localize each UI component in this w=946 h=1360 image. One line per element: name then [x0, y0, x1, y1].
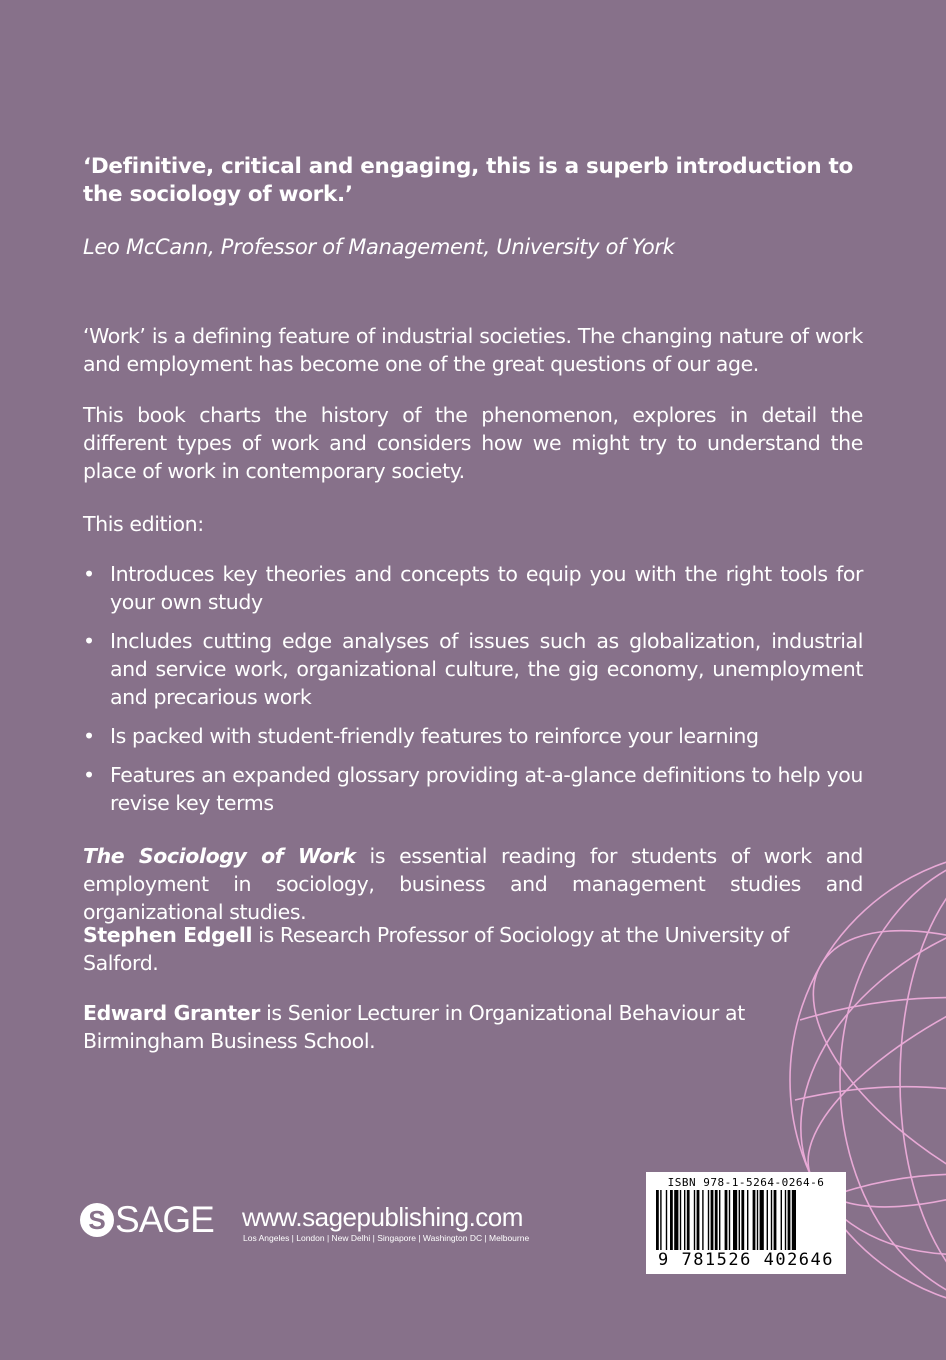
bullet-icon: • [83, 562, 95, 586]
barcode-bar [733, 1190, 737, 1250]
barcode-bar [702, 1190, 703, 1250]
isbn-digits: 9 781526 402646 [657, 1250, 835, 1270]
author-name: Edward Granter [83, 1001, 260, 1025]
barcode-bar [694, 1190, 695, 1250]
isbn-barcode-box [646, 1172, 846, 1274]
barcode-bar [674, 1190, 678, 1250]
barcode-bar [774, 1190, 777, 1250]
list-item: • Includes cutting edge analyses of issues such as globalization, industrial and service work, organizational culture, the gig economy, unemployment and precarious work [83, 629, 863, 709]
barcode-bar [741, 1190, 744, 1250]
barcode-icon [656, 1190, 836, 1250]
barcode-bar [666, 1190, 667, 1250]
barcode-bar [684, 1190, 685, 1250]
bullet-icon: • [83, 763, 95, 787]
barcode-bar [687, 1190, 690, 1250]
barcode-bar [747, 1190, 748, 1250]
isbn-label: ISBN 978-1-5264-0264-6 [667, 1176, 825, 1189]
barcode-bar [771, 1190, 772, 1250]
description-paragraph-1: ‘Work’ is a defining feature of industrial societies. The changing nature of work and employment has become one of the great questions of our age. [83, 324, 863, 376]
barcode-bar [708, 1190, 709, 1250]
author-bio-1: Stephen Edgell is Research Professor of Sociology at the University of Salford. [83, 923, 790, 975]
bullet-icon: • [83, 629, 95, 653]
barcode-bar [739, 1190, 740, 1250]
feature-list [83, 560, 863, 828]
barcode-bar [757, 1190, 758, 1250]
publisher-block [80, 1200, 550, 1250]
barcode-bar [781, 1190, 782, 1250]
book-title: The Sociology of Work [83, 844, 356, 868]
barcode-bar [670, 1190, 673, 1250]
list-item: • Is packed with student-friendly features to reinforce your learning [83, 724, 759, 748]
endorsement-quote: ‘Definitive, critical and engaging, this is a superb introduction to the sociology of work.’ [83, 154, 854, 207]
closing-paragraph: The Sociology of Work is essential reading for students of work and employment in sociology, business and management studies and organizational studies. [83, 844, 863, 924]
quote-attribution: Leo McCann, Professor of Management, University of York [83, 235, 675, 259]
author-name: Stephen Edgell [83, 923, 253, 947]
barcode-bar [767, 1190, 768, 1250]
barcode-bar [729, 1190, 730, 1250]
barcode-bar [711, 1190, 714, 1250]
barcode-bar [697, 1190, 700, 1250]
barcode-bar [719, 1190, 720, 1250]
barcode-bar [725, 1190, 728, 1250]
author-bio-2: Edward Granter is Senior Lecturer in Organizational Behaviour at Birmingham Business School. [83, 1001, 745, 1053]
sage-logo-icon: S [80, 1203, 114, 1237]
barcode-bar [715, 1190, 718, 1250]
list-item: • Introduces key theories and concepts to equip you with the right tools for your own study [83, 562, 863, 614]
barcode-bar [753, 1190, 756, 1250]
publisher-url[interactable]: www.sagepublishing.com [242, 1202, 523, 1232]
barcode-bar [785, 1190, 786, 1250]
barcode-bar [660, 1190, 661, 1250]
barcode-bar [788, 1190, 791, 1250]
sage-wordmark: SAGE [115, 1199, 214, 1240]
barcode-bar [792, 1190, 796, 1250]
barcode-bar [680, 1190, 681, 1250]
description-paragraph-2: This book charts the history of the phenomenon, explores in detail the different types of work and considers how we might try to understand the place of work in contemporary society. [83, 403, 863, 483]
edition-intro: This edition: [83, 512, 204, 536]
bullet-icon: • [83, 724, 95, 748]
barcode-bar [656, 1190, 659, 1250]
list-item: • Features an expanded glossary providing at-a-glance definitions to help you revise key terms [83, 763, 863, 815]
barcode-bar [760, 1190, 764, 1250]
publisher-cities: Los Angeles | London | New Delhi | Singapore | Washington DC | Melbourne [243, 1233, 530, 1243]
sage-logo [80, 1200, 214, 1240]
